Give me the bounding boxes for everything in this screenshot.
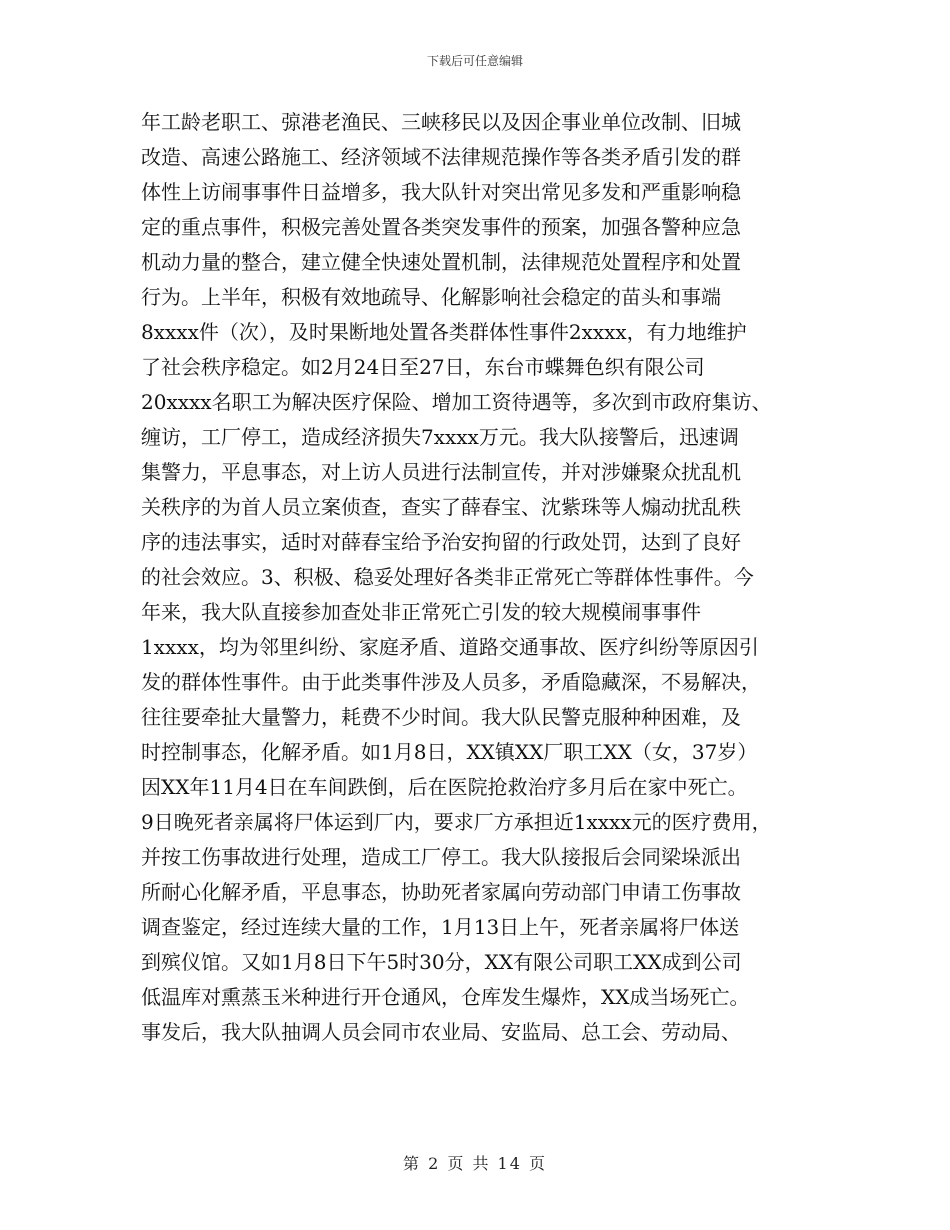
text-line: 年来，我大队直接参加查处非正常死亡引发的较大规模闹事事件 xyxy=(141,600,701,624)
text-line: 行为。上半年，积极有效地疏导、化解影响社会稳定的苗头和事端 xyxy=(141,285,721,309)
text-line: 低温库对熏蒸玉米种进行开仓通风，仓库发生爆炸，XX成当场死亡。 xyxy=(141,985,750,1009)
text-line: 时控制事态，化解矛盾。如1月8日，XX镇XX厂职工XX（女，37岁） xyxy=(141,740,758,764)
text-line: 事发后，我大队抽调人员会同市农业局、安监局、总工会、劳动局、 xyxy=(141,1020,741,1044)
text-line: 年工龄老职工、弶港老渔民、三峡移民以及因企事业单位改制、旧城 xyxy=(141,110,741,134)
text-line: 往往要牵扯大量警力，耗费不少时间。我大队民警克服种种困难，及 xyxy=(141,705,741,729)
body-text xyxy=(141,105,831,1050)
text-line: 到殡仪馆。又如1月8日下午5时30分，XX有限公司职工XX成到公司 xyxy=(141,950,742,974)
text-line: 体性上访闹事事件日益增多，我大队针对突出常见多发和严重影响稳 xyxy=(141,180,741,204)
page-footer: 第 2 页 共 14 页 xyxy=(403,1154,547,1173)
text-line: 发的群体性事件。由于此类事件涉及人员多，矛盾隐藏深，不易解决， xyxy=(141,670,761,694)
text-line: 关秩序的为首人员立案侦查，查实了薛春宝、沈紫珠等人煽动扰乱秩 xyxy=(141,495,741,519)
text-line: 了社会秩序稳定。如2月24日至27日，东台市蝶舞色织有限公司 xyxy=(141,355,705,379)
page-header: 下载后可任意编辑 xyxy=(426,54,523,68)
text-line: 的社会效应。3、积极、稳妥处理好各类非正常死亡等群体性事件。今 xyxy=(141,565,754,589)
text-line: 并按工伤事故进行处理，造成工厂停工。我大队接报后会同梁垛派出 xyxy=(141,845,741,869)
text-line: 因XX年11月4日在车间跌倒，后在医院抢救治疗多月后在家中死亡。 xyxy=(141,775,748,799)
text-line: 改造、高速公路施工、经济领域不法律规范操作等各类矛盾引发的群 xyxy=(141,145,741,169)
text-line: 机动力量的整合，建立健全快速处置机制，法律规范处置程序和处置 xyxy=(141,250,741,274)
text-line: 调查鉴定，经过连续大量的工作，1月13日上午，死者亲属将尸体送 xyxy=(141,915,740,939)
text-line: 缠访，工厂停工，造成经济损失7xxxx万元。我大队接警后，迅速调 xyxy=(141,425,739,449)
text-line: 序的违法事实，适时对薛春宝给予治安拘留的行政处罚，达到了良好 xyxy=(141,530,741,554)
text-line: 1xxxx，均为邻里纠纷、家庭矛盾、道路交通事故、医疗纠纷等原因引 xyxy=(141,635,759,659)
text-line: 集警力，平息事态，对上访人员进行法制宣传，并对涉嫌聚众扰乱机 xyxy=(141,460,741,484)
text-line: 9日晚死者亲属将尸体运到厂内，要求厂方承担近1xxxx元的医疗费用， xyxy=(141,810,772,834)
text-line: 20xxxx名职工为解决医疗保险、增加工资待遇等，多次到市政府集访、 xyxy=(141,390,772,414)
text-line: 8xxxx件（次），及时果断地处置各类群体性事件2xxxx，有力地维护 xyxy=(141,320,747,344)
text-line: 定的重点事件，积极完善处置各类突发事件的预案，加强各警种应急 xyxy=(141,215,741,239)
text-line: 所耐心化解矛盾，平息事态，协助死者家属向劳动部门申请工伤事故 xyxy=(141,880,741,904)
